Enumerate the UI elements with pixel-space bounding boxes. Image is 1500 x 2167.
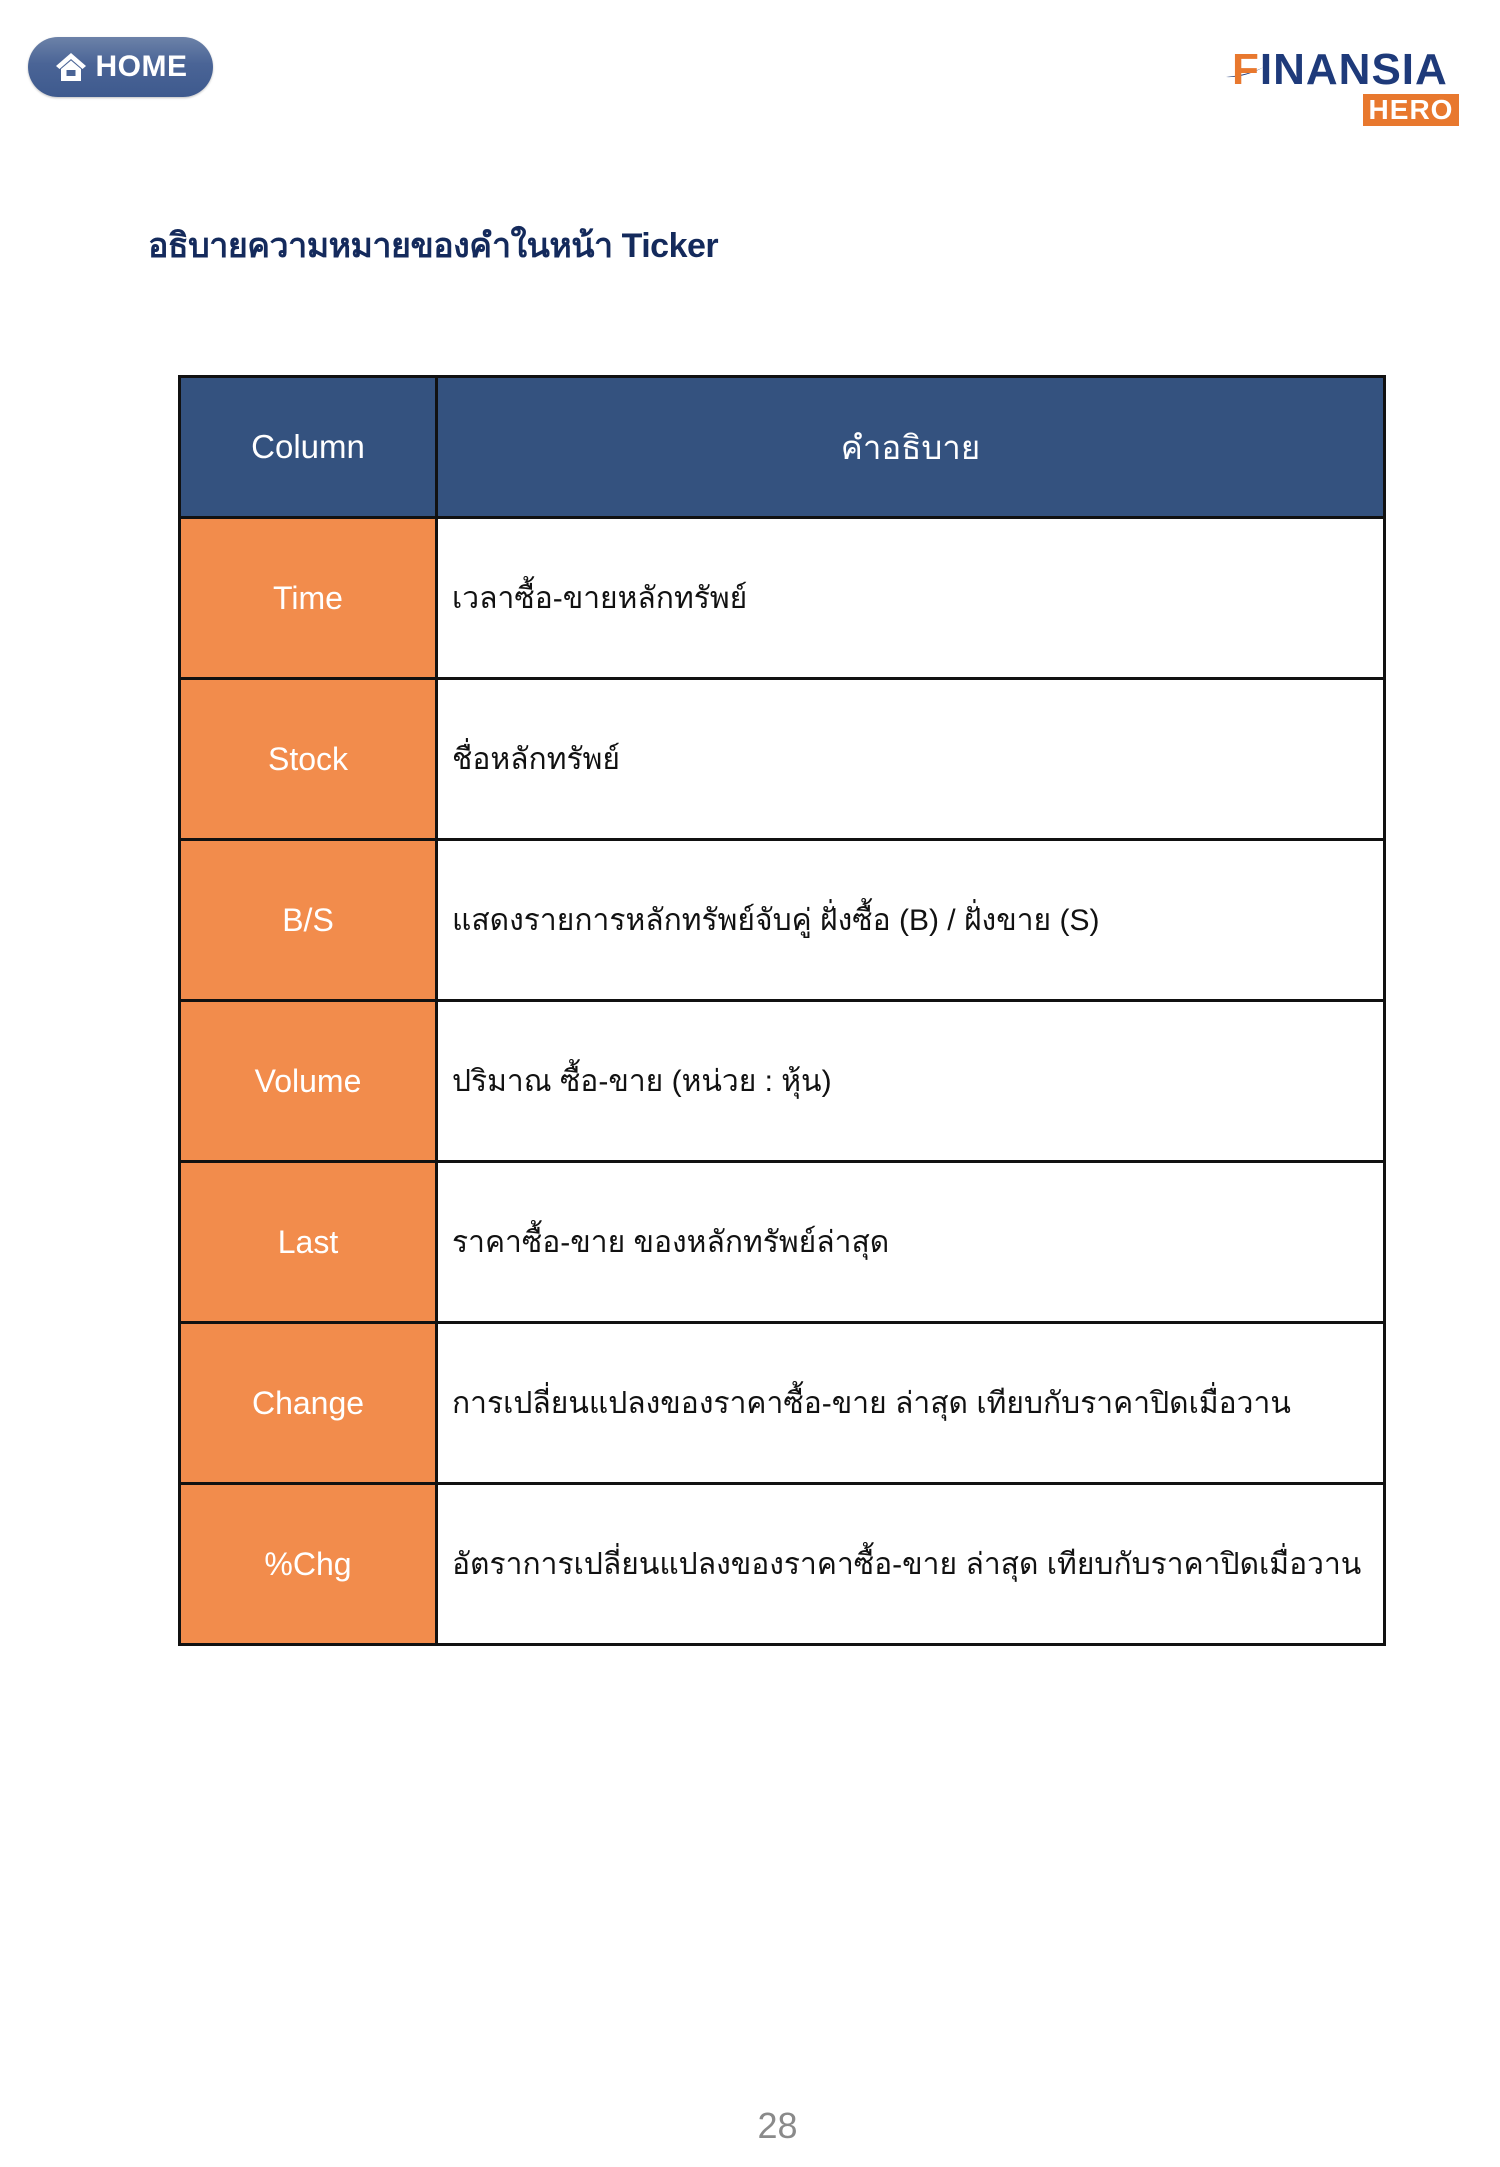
table-header-row: [180, 377, 1385, 518]
logo-brand-f: F: [1232, 45, 1260, 94]
row-key: Stock: [180, 679, 437, 840]
header-description: คำอธิบาย: [437, 377, 1385, 518]
table-row: [180, 840, 1385, 1001]
logo-brand: [1232, 46, 1448, 94]
table-row: [180, 1484, 1385, 1645]
logo-sub-brand: HERO: [1363, 94, 1459, 126]
page-number: 28: [757, 2105, 798, 2146]
row-key: Last: [180, 1162, 437, 1323]
home-label: HOME: [95, 50, 188, 83]
row-description: แสดงรายการหลักทรัพย์จับคู่ ฝั่งซื้อ (B) / ฝั่งขาย (S): [437, 840, 1385, 1001]
row-key: %Chg: [180, 1484, 437, 1645]
table-row: [180, 679, 1385, 840]
page-title: อธิบายความหมายของคำในหน้า Ticker: [148, 227, 719, 265]
ticker-glossary-table: [178, 375, 1386, 1646]
header-column: Column: [180, 377, 437, 518]
house-icon: [54, 50, 88, 84]
row-key: Change: [180, 1323, 437, 1484]
table-row: [180, 1162, 1385, 1323]
table-row: [180, 1323, 1385, 1484]
home-button[interactable]: [28, 37, 213, 97]
row-description: เวลาซื้อ-ขายหลักทรัพย์: [437, 518, 1385, 679]
row-description: อัตราการเปลี่ยนแปลงของราคาซื้อ-ขาย ล่าสุด เทียบกับราคาปิดเมื่อวาน: [437, 1484, 1385, 1645]
logo-brand-rest: INANSIA: [1259, 45, 1448, 94]
row-description: ราคาซื้อ-ขาย ของหลักทรัพย์ล่าสุด: [437, 1162, 1385, 1323]
row-key: B/S: [180, 840, 437, 1001]
table-row: [180, 518, 1385, 679]
finansia-hero-logo: [1226, 46, 1462, 130]
row-description: การเปลี่ยนแปลงของราคาซื้อ-ขาย ล่าสุด เทียบกับราคาปิดเมื่อวาน: [437, 1323, 1385, 1484]
table-row: [180, 1001, 1385, 1162]
row-key: Volume: [180, 1001, 437, 1162]
row-description: ชื่อหลักทรัพย์: [437, 679, 1385, 840]
row-key: Time: [180, 518, 437, 679]
row-description: ปริมาณ ซื้อ-ขาย (หน่วย : หุ้น): [437, 1001, 1385, 1162]
